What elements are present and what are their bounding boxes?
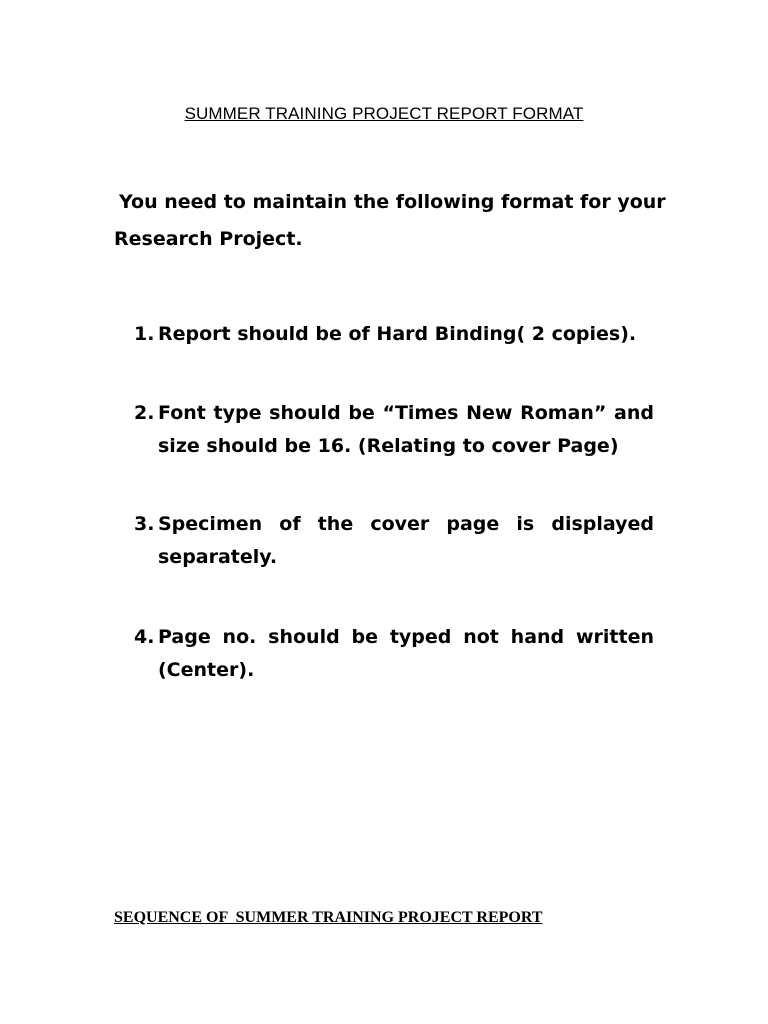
- list-item-number: 4.: [134, 626, 155, 648]
- list-item-text: Specimen of the cover page is displayed separately.: [158, 513, 654, 568]
- sequence-heading: SEQUENCE OF SUMMER TRAINING PROJECT REPORT: [114, 909, 543, 926]
- list-item: [134, 508, 654, 574]
- intro-line-1: You need to maintain the following format for your: [119, 191, 666, 213]
- list-item: [134, 621, 654, 687]
- list-item-text: Page no. should be typed not hand written (Center).: [158, 626, 654, 681]
- list-item: [134, 397, 654, 463]
- list-item-text: Font type should be “Times New Roman” and size should be 16. (Relating to cover Page): [158, 402, 654, 457]
- list-item-text: Report should be of Hard Binding( 2 copies).: [158, 323, 637, 345]
- intro-paragraph: [114, 184, 674, 258]
- list-item: [134, 318, 654, 351]
- page-title: SUMMER TRAINING PROJECT REPORT FORMAT: [184, 104, 584, 123]
- list-item-number: 3.: [134, 513, 155, 535]
- intro-line-2: Research Project.: [114, 228, 303, 250]
- list-item-number: 1.: [134, 323, 155, 345]
- list-item-number: 2.: [134, 402, 155, 424]
